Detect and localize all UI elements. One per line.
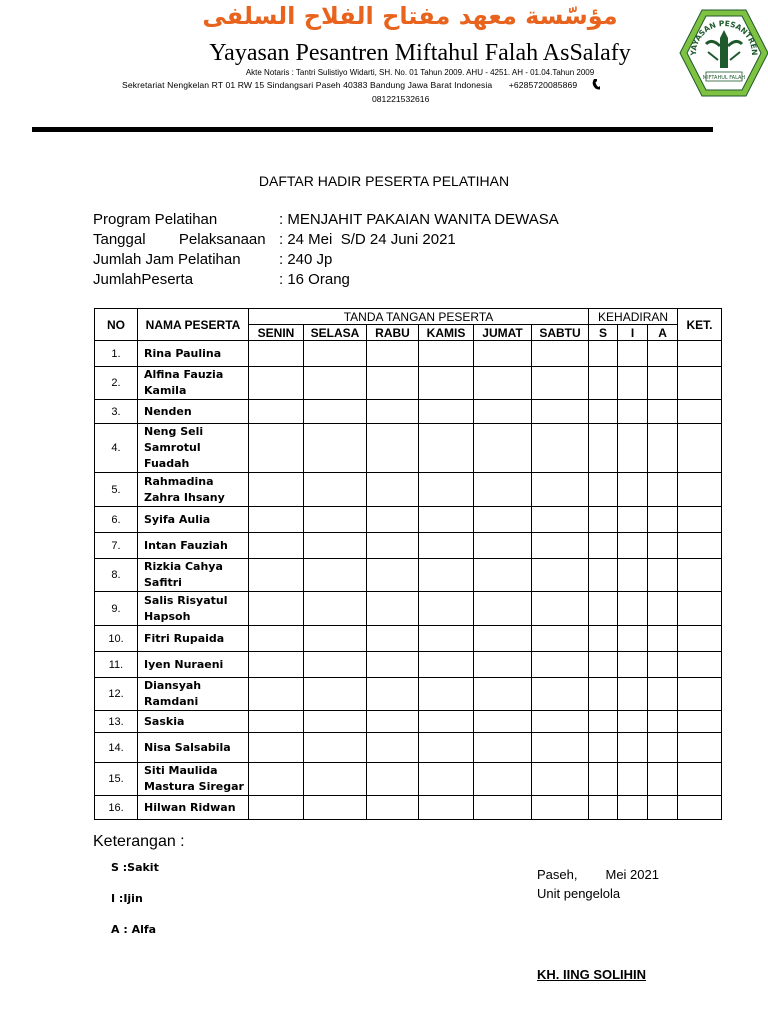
address-text: Sekretariat Nengkelan RT 01 RW 15 Sindangsari Paseh 40383 Bandung Jawa Barat Indonesia bbox=[122, 80, 493, 90]
header-name: NAMA PESERTA bbox=[138, 309, 249, 341]
cell-participant-name: Rahmadina Zahra Ihsany bbox=[138, 473, 249, 507]
logo-text-top: YAYASAN PESANTREN bbox=[688, 18, 760, 56]
cell-attendance-i[interactable] bbox=[618, 733, 648, 763]
cell-attendance-a[interactable] bbox=[648, 533, 678, 559]
cell-signature-rabu[interactable] bbox=[367, 652, 419, 678]
cell-signature-senin[interactable] bbox=[249, 400, 304, 424]
cell-number: 14. bbox=[95, 733, 138, 763]
cell-participant-name: Nisa Salsabila bbox=[138, 733, 249, 763]
cell-signature-senin[interactable] bbox=[249, 626, 304, 652]
cell-signature-senin[interactable] bbox=[249, 763, 304, 796]
table-row bbox=[95, 367, 722, 400]
cell-participant-name: Salis Risyatul Hapsoh bbox=[138, 592, 249, 626]
cell-attendance-s[interactable] bbox=[589, 473, 618, 507]
header-code-absent: A bbox=[648, 325, 678, 341]
cell-signature-sabtu[interactable] bbox=[532, 341, 589, 367]
signature-month: Mei 2021 bbox=[605, 867, 659, 882]
cell-signature-rabu[interactable] bbox=[367, 473, 419, 507]
cell-signature-sabtu[interactable] bbox=[532, 400, 589, 424]
cell-attendance-a[interactable] bbox=[648, 341, 678, 367]
cell-attendance-s[interactable] bbox=[589, 424, 618, 473]
cell-signature-sabtu[interactable] bbox=[532, 507, 589, 533]
cell-attendance-a[interactable] bbox=[648, 473, 678, 507]
cell-participant-name: Saskia bbox=[138, 711, 249, 733]
cell-notes[interactable] bbox=[678, 678, 722, 711]
document-title: DAFTAR HADIR PESERTA PELATIHAN bbox=[258, 173, 510, 189]
cell-number: 12. bbox=[95, 678, 138, 711]
cell-signature-sabtu[interactable] bbox=[532, 592, 589, 626]
cell-signature-jumat[interactable] bbox=[474, 341, 532, 367]
header-signature-group: TANDA TANGAN PESERTA bbox=[249, 309, 589, 325]
table-row bbox=[95, 652, 722, 678]
cell-attendance-i[interactable] bbox=[618, 400, 648, 424]
table-row bbox=[95, 626, 722, 652]
cell-signature-selasa[interactable] bbox=[304, 763, 367, 796]
cell-signature-kamis[interactable] bbox=[419, 507, 474, 533]
cell-signature-sabtu[interactable] bbox=[532, 652, 589, 678]
cell-signature-rabu[interactable] bbox=[367, 763, 419, 796]
meta-label: Jumlah Jam Pelatihan bbox=[93, 251, 241, 268]
cell-signature-selasa[interactable] bbox=[304, 559, 367, 592]
phone-number-1: +6285720085869 bbox=[508, 80, 578, 90]
table-row bbox=[95, 733, 722, 763]
legend-item-sick: S :Sakit bbox=[111, 861, 159, 874]
cell-participant-name: Nenden bbox=[138, 400, 249, 424]
cell-signature-kamis[interactable] bbox=[419, 796, 474, 820]
cell-number: 8. bbox=[95, 559, 138, 592]
cell-signature-rabu[interactable] bbox=[367, 507, 419, 533]
header-day: SELASA bbox=[304, 325, 367, 341]
cell-signature-rabu[interactable] bbox=[367, 424, 419, 473]
cell-signature-kamis[interactable] bbox=[419, 400, 474, 424]
arabic-institution-name: مؤسّسة معهد مفتاح الفلاح السلفى bbox=[202, 2, 618, 30]
table-row bbox=[95, 424, 722, 473]
cell-attendance-i[interactable] bbox=[618, 711, 648, 733]
cell-signature-rabu[interactable] bbox=[367, 733, 419, 763]
cell-signature-jumat[interactable] bbox=[474, 678, 532, 711]
cell-signature-rabu[interactable] bbox=[367, 367, 419, 400]
attendance-table bbox=[94, 308, 722, 820]
cell-attendance-a[interactable] bbox=[648, 367, 678, 400]
header-notes: KET. bbox=[678, 309, 722, 341]
organization-name: Yayasan Pesantren Miftahul Falah AsSalafy bbox=[209, 40, 631, 66]
cell-number: 5. bbox=[95, 473, 138, 507]
table-row bbox=[95, 796, 722, 820]
cell-signature-rabu[interactable] bbox=[367, 678, 419, 711]
signature-place-date bbox=[537, 867, 659, 882]
cell-attendance-i[interactable] bbox=[618, 533, 648, 559]
cell-signature-senin[interactable] bbox=[249, 367, 304, 400]
cell-signature-kamis[interactable] bbox=[419, 763, 474, 796]
cell-attendance-s[interactable] bbox=[589, 796, 618, 820]
cell-signature-senin[interactable] bbox=[249, 733, 304, 763]
header-day: SABTU bbox=[532, 325, 589, 341]
cell-signature-sabtu[interactable] bbox=[532, 626, 589, 652]
cell-signature-kamis[interactable] bbox=[419, 678, 474, 711]
cell-notes[interactable] bbox=[678, 424, 722, 473]
cell-signature-selasa[interactable] bbox=[304, 733, 367, 763]
cell-attendance-s[interactable] bbox=[589, 341, 618, 367]
cell-attendance-i[interactable] bbox=[618, 424, 648, 473]
cell-participant-name: Intan Fauziah bbox=[138, 533, 249, 559]
cell-signature-selasa[interactable] bbox=[304, 507, 367, 533]
cell-signature-selasa[interactable] bbox=[304, 678, 367, 711]
cell-notes[interactable] bbox=[678, 652, 722, 678]
cell-signature-jumat[interactable] bbox=[474, 367, 532, 400]
cell-participant-name: Iyen Nuraeni bbox=[138, 652, 249, 678]
cell-attendance-s[interactable] bbox=[589, 533, 618, 559]
legend-item-absent: A : Alfa bbox=[111, 923, 157, 936]
cell-notes[interactable] bbox=[678, 711, 722, 733]
cell-attendance-a[interactable] bbox=[648, 400, 678, 424]
cell-signature-selasa[interactable] bbox=[304, 367, 367, 400]
cell-attendance-a[interactable] bbox=[648, 796, 678, 820]
cell-signature-jumat[interactable] bbox=[474, 626, 532, 652]
signature-place: Paseh, bbox=[537, 867, 578, 882]
header-day: SENIN bbox=[249, 325, 304, 341]
cell-attendance-i[interactable] bbox=[618, 796, 648, 820]
cell-participant-name: Syifa Aulia bbox=[138, 507, 249, 533]
cell-number: 16. bbox=[95, 796, 138, 820]
cell-signature-sabtu[interactable] bbox=[532, 733, 589, 763]
cell-signature-senin[interactable] bbox=[249, 592, 304, 626]
logo-text-bottom: MIFTAHUL FALAH bbox=[702, 75, 746, 81]
cell-attendance-s[interactable] bbox=[589, 592, 618, 626]
cell-attendance-a[interactable] bbox=[648, 424, 678, 473]
cell-signature-selasa[interactable] bbox=[304, 473, 367, 507]
cell-signature-senin[interactable] bbox=[249, 711, 304, 733]
cell-notes[interactable] bbox=[678, 559, 722, 592]
cell-number: 13. bbox=[95, 711, 138, 733]
cell-attendance-a[interactable] bbox=[648, 678, 678, 711]
table-row bbox=[95, 533, 722, 559]
cell-number: 10. bbox=[95, 626, 138, 652]
cell-signature-jumat[interactable] bbox=[474, 424, 532, 473]
cell-signature-kamis[interactable] bbox=[419, 533, 474, 559]
cell-signature-selasa[interactable] bbox=[304, 711, 367, 733]
cell-attendance-i[interactable] bbox=[618, 473, 648, 507]
cell-signature-senin[interactable] bbox=[249, 424, 304, 473]
table-body bbox=[95, 341, 722, 820]
cell-number: 7. bbox=[95, 533, 138, 559]
phone-icon bbox=[592, 79, 600, 90]
cell-signature-selasa[interactable] bbox=[304, 626, 367, 652]
cell-signature-sabtu[interactable] bbox=[532, 424, 589, 473]
cell-signature-jumat[interactable] bbox=[474, 796, 532, 820]
cell-notes[interactable] bbox=[678, 473, 722, 507]
cell-participant-name: Siti Maulida Mastura Siregar bbox=[138, 763, 249, 796]
cell-attendance-a[interactable] bbox=[648, 592, 678, 626]
cell-attendance-s[interactable] bbox=[589, 678, 618, 711]
header-attendance-group: KEHADIRAN bbox=[589, 309, 678, 325]
cell-signature-rabu[interactable] bbox=[367, 400, 419, 424]
cell-signature-rabu[interactable] bbox=[367, 341, 419, 367]
cell-signature-senin[interactable] bbox=[249, 533, 304, 559]
cell-participant-name: Alfina Fauzia Kamila bbox=[138, 367, 249, 400]
cell-notes[interactable] bbox=[678, 341, 722, 367]
cell-attendance-a[interactable] bbox=[648, 763, 678, 796]
cell-signature-jumat[interactable] bbox=[474, 711, 532, 733]
meta-value: : 16 Orang bbox=[279, 271, 350, 288]
cell-signature-jumat[interactable] bbox=[474, 533, 532, 559]
cell-number: 3. bbox=[95, 400, 138, 424]
cell-signature-rabu[interactable] bbox=[367, 592, 419, 626]
header-code-sick: S bbox=[589, 325, 618, 341]
cell-notes[interactable] bbox=[678, 626, 722, 652]
meta-value: : 24 Mei S/D 24 Juni 2021 bbox=[279, 231, 456, 248]
table-row bbox=[95, 473, 722, 507]
table-row bbox=[95, 559, 722, 592]
cell-signature-rabu[interactable] bbox=[367, 711, 419, 733]
meta-label: Tanggal Pelaksanaan bbox=[93, 231, 266, 248]
cell-attendance-a[interactable] bbox=[648, 626, 678, 652]
cell-signature-kamis[interactable] bbox=[419, 592, 474, 626]
cell-signature-rabu[interactable] bbox=[367, 533, 419, 559]
cell-participant-name: Hilwan Ridwan bbox=[138, 796, 249, 820]
cell-attendance-s[interactable] bbox=[589, 400, 618, 424]
cell-signature-kamis[interactable] bbox=[419, 341, 474, 367]
cell-number: 9. bbox=[95, 592, 138, 626]
cell-attendance-i[interactable] bbox=[618, 678, 648, 711]
notary-line: Akte Notaris : Tantri Sulistiyo Widarti, SH. No. 01 Tahun 2009. AHU - 4251. AH - 01.04.Tahun 2009 bbox=[245, 68, 595, 77]
cell-signature-selasa[interactable] bbox=[304, 533, 367, 559]
cell-signature-senin[interactable] bbox=[249, 473, 304, 507]
cell-signature-rabu[interactable] bbox=[367, 559, 419, 592]
cell-signature-selasa[interactable] bbox=[304, 400, 367, 424]
cell-signature-rabu[interactable] bbox=[367, 796, 419, 820]
cell-attendance-s[interactable] bbox=[589, 733, 618, 763]
cell-attendance-i[interactable] bbox=[618, 367, 648, 400]
cell-notes[interactable] bbox=[678, 367, 722, 400]
meta-value: : MENJAHIT PAKAIAN WANITA DEWASA bbox=[279, 211, 559, 228]
cell-number: 2. bbox=[95, 367, 138, 400]
cell-signature-senin[interactable] bbox=[249, 341, 304, 367]
cell-signature-sabtu[interactable] bbox=[532, 367, 589, 400]
header-day: KAMIS bbox=[419, 325, 474, 341]
cell-attendance-a[interactable] bbox=[648, 559, 678, 592]
cell-participant-name: Diansyah Ramdani bbox=[138, 678, 249, 711]
header-code-permit: I bbox=[618, 325, 648, 341]
cell-attendance-a[interactable] bbox=[648, 711, 678, 733]
legend-item-permit: I :Ijin bbox=[111, 892, 143, 905]
cell-attendance-i[interactable] bbox=[618, 763, 648, 796]
cell-number: 1. bbox=[95, 341, 138, 367]
cell-signature-senin[interactable] bbox=[249, 678, 304, 711]
cell-notes[interactable] bbox=[678, 763, 722, 796]
cell-attendance-i[interactable] bbox=[618, 592, 648, 626]
table-row bbox=[95, 592, 722, 626]
cell-signature-senin[interactable] bbox=[249, 796, 304, 820]
cell-signature-sabtu[interactable] bbox=[532, 559, 589, 592]
address-line bbox=[122, 80, 577, 90]
cell-signature-senin[interactable] bbox=[249, 559, 304, 592]
cell-notes[interactable] bbox=[678, 796, 722, 820]
cell-signature-sabtu[interactable] bbox=[532, 711, 589, 733]
table-row bbox=[95, 711, 722, 733]
cell-attendance-i[interactable] bbox=[618, 626, 648, 652]
legend-heading: Keterangan : bbox=[93, 833, 185, 850]
signature-name: KH. IING SOLIHIN bbox=[537, 967, 647, 982]
cell-notes[interactable] bbox=[678, 533, 722, 559]
cell-notes[interactable] bbox=[678, 733, 722, 763]
meta-value: : 240 Jp bbox=[279, 251, 333, 268]
cell-notes[interactable] bbox=[678, 507, 722, 533]
cell-attendance-s[interactable] bbox=[589, 711, 618, 733]
cell-number: 11. bbox=[95, 652, 138, 678]
cell-signature-kamis[interactable] bbox=[419, 473, 474, 507]
cell-number: 4. bbox=[95, 424, 138, 473]
cell-signature-jumat[interactable] bbox=[474, 652, 532, 678]
cell-signature-kamis[interactable] bbox=[419, 652, 474, 678]
cell-number: 15. bbox=[95, 763, 138, 796]
cell-signature-kamis[interactable] bbox=[419, 559, 474, 592]
cell-participant-name: Fitri Rupaida bbox=[138, 626, 249, 652]
cell-attendance-s[interactable] bbox=[589, 507, 618, 533]
cell-signature-jumat[interactable] bbox=[474, 733, 532, 763]
table-row bbox=[95, 507, 722, 533]
cell-signature-kamis[interactable] bbox=[419, 626, 474, 652]
cell-signature-sabtu[interactable] bbox=[532, 763, 589, 796]
cell-signature-jumat[interactable] bbox=[474, 592, 532, 626]
cell-signature-senin[interactable] bbox=[249, 507, 304, 533]
cell-participant-name: Rina Paulina bbox=[138, 341, 249, 367]
meta-label: Program Pelatihan bbox=[93, 211, 218, 228]
cell-attendance-i[interactable] bbox=[618, 341, 648, 367]
header-day: JUMAT bbox=[474, 325, 532, 341]
cell-participant-name: Rizkia Cahya Safitri bbox=[138, 559, 249, 592]
cell-signature-selasa[interactable] bbox=[304, 424, 367, 473]
table-row bbox=[95, 763, 722, 796]
cell-signature-sabtu[interactable] bbox=[532, 533, 589, 559]
cell-number: 6. bbox=[95, 507, 138, 533]
signature-unit: Unit pengelola bbox=[537, 886, 621, 901]
header-divider bbox=[32, 127, 713, 132]
cell-signature-sabtu[interactable] bbox=[532, 796, 589, 820]
cell-attendance-i[interactable] bbox=[618, 652, 648, 678]
cell-attendance-a[interactable] bbox=[648, 507, 678, 533]
cell-attendance-a[interactable] bbox=[648, 733, 678, 763]
cell-signature-kamis[interactable] bbox=[419, 711, 474, 733]
cell-attendance-s[interactable] bbox=[589, 367, 618, 400]
cell-signature-selasa[interactable] bbox=[304, 652, 367, 678]
meta-label: JumlahPeserta bbox=[93, 271, 194, 288]
cell-signature-kamis[interactable] bbox=[419, 424, 474, 473]
cell-signature-rabu[interactable] bbox=[367, 626, 419, 652]
cell-signature-jumat[interactable] bbox=[474, 400, 532, 424]
cell-attendance-s[interactable] bbox=[589, 652, 618, 678]
table-row bbox=[95, 341, 722, 367]
cell-signature-sabtu[interactable] bbox=[532, 473, 589, 507]
cell-signature-selasa[interactable] bbox=[304, 796, 367, 820]
table-row bbox=[95, 400, 722, 424]
cell-attendance-s[interactable] bbox=[589, 559, 618, 592]
cell-signature-selasa[interactable] bbox=[304, 592, 367, 626]
cell-signature-jumat[interactable] bbox=[474, 763, 532, 796]
cell-notes[interactable] bbox=[678, 400, 722, 424]
cell-signature-kamis[interactable] bbox=[419, 367, 474, 400]
cell-attendance-s[interactable] bbox=[589, 763, 618, 796]
cell-attendance-s[interactable] bbox=[589, 626, 618, 652]
cell-participant-name: Neng Seli Samrotul Fuadah bbox=[138, 424, 249, 473]
cell-signature-jumat[interactable] bbox=[474, 507, 532, 533]
cell-attendance-a[interactable] bbox=[648, 652, 678, 678]
header-no: NO bbox=[95, 309, 138, 341]
cell-signature-sabtu[interactable] bbox=[532, 678, 589, 711]
phone-number-2: 081221532616 bbox=[372, 94, 430, 104]
header-day: RABU bbox=[367, 325, 419, 341]
cell-attendance-i[interactable] bbox=[618, 507, 648, 533]
table-row bbox=[95, 678, 722, 711]
cell-signature-kamis[interactable] bbox=[419, 733, 474, 763]
cell-attendance-i[interactable] bbox=[618, 559, 648, 592]
cell-signature-selasa[interactable] bbox=[304, 341, 367, 367]
cell-signature-jumat[interactable] bbox=[474, 473, 532, 507]
pesantren-logo bbox=[678, 8, 768, 98]
cell-signature-jumat[interactable] bbox=[474, 559, 532, 592]
cell-signature-senin[interactable] bbox=[249, 652, 304, 678]
cell-notes[interactable] bbox=[678, 592, 722, 626]
